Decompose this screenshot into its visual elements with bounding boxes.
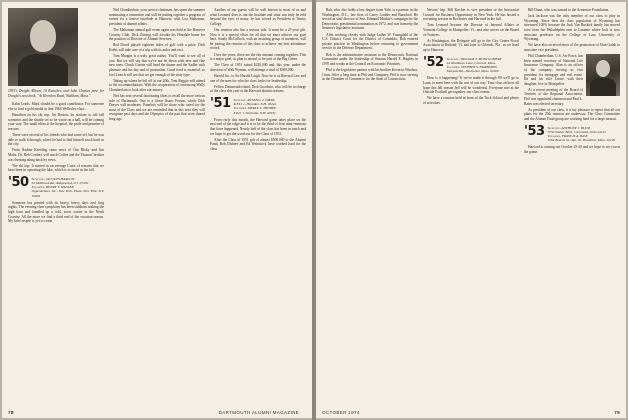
right-column-1: [322, 8, 418, 83]
secretary-name: RUSSELL J. DIERS: [247, 98, 275, 103]
class-year: '52: [423, 54, 444, 70]
paragraph: Phil is the legislative partner with his brother Kevin in Windsor, Conn. After a long time at Phil and Company, Phil is now serving in the Chamber of Commerce for the State of Connecticut.: [322, 67, 418, 82]
class-officers: Secretary, RUSSELL J. DIERS R.F.D. 1, Henniker, N.H. 03242 Treasurer, MERLE L. THORPE 8 P.O. 1 Trenholm, N.H. 03032: [233, 98, 277, 115]
paragraph: Ned has sent several fascinating ideas to recall the more serious side of Dartmouth. One is a Great Issues Forum, which Dick Dreyer will moderate. Panelists will be those who cared for the most of the Class and we are reminded that in this area they will recognize past days and the Olympics of the past that were shared long ago.: [109, 94, 205, 122]
paragraph: We have also received news of the promotion of Alan Galak to associate vice president.: [524, 43, 620, 52]
paragraph: The Class of 1951 raised $220,000 and, this year, under the direction of Walt Wyman, will attempt a total of $300,000.: [210, 63, 306, 72]
secretary-address: 3750 Shaker Blvd., Cleveland, Ohio 44122: [547, 129, 606, 134]
class-header-1953: [524, 125, 620, 143]
paragraph: Another of our guests will be well known to most of us and what Leonard does is run the Institute and what can truly be told beyond the eyes of many, he has served as President at Trinity College.: [210, 8, 306, 26]
secretary-name: WILLIAM T. MONTGOMERY: [460, 56, 502, 61]
treasurer-label: Treasurer: [233, 106, 247, 111]
left-page: [2, 2, 312, 418]
paragraph: We have a reunion held in front of the Tuck School and plenty of activities.: [423, 96, 519, 105]
paragraph: Phil Chamberlain, U.S. Air Force, has been named secretary of National Life Insurance Company. Alan is an officer of the company, serving as vice president for mortgage and real estate. He and his wife Leone, with their daughter, live in Montpelier.: [524, 54, 583, 86]
right-column-2: [423, 8, 519, 107]
treasurer-label: Treasurer: [446, 64, 460, 69]
treasurer-address: 1264 Beacon St., Apt. 20, Brookline, Mass. 02146: [547, 138, 616, 143]
class-year: '53: [524, 123, 545, 139]
paragraph: How is it happening? If we've made it through '69 we'll go to Laun, to meet here with the rest of our way. Your class officers all hope this fall season Jeff will be wonderful. Everyone met at the Outside Football get together, our class events.: [423, 76, 519, 95]
paragraph: Bill Dunn, who was named to the Armeston Foundation.: [528, 8, 610, 12]
page-folio: [322, 410, 620, 415]
secretary-label: Secretary: [31, 176, 44, 181]
paragraph: Kahn Leads. Mark should be a good contributor. For someone else to find a gold medal in that 1966 Wellesley class.: [8, 102, 104, 111]
page-number: 78: [8, 410, 14, 415]
paragraph: Harold Inc. to Sir Harold Leigh. Now he is at Harvard Law and one of the men for who the class looks for leadership.: [210, 74, 306, 83]
paragraph: Tom Leonard became the Director of Internal Affairs at Vermont College in Montpelier, Vt., and also serves on the Board of Trustees.: [423, 23, 519, 37]
paragraph: Harvard is coming out October 25-26 and we hope to see you at the game.: [524, 145, 621, 155]
paragraph: Someone has printed with its heavy, heavy days and long nights. The evening class symphony has been stubborn making the high hour and bundled up a cold, snow winter in the North Country. All the more we find a third end of the vacation season. My brief respite is yet to come.: [8, 200, 104, 224]
paragraph: Bob is the administrative assistant to the Democratic National Committee under the leadership of Senator Harold E. Hughes in 1970 and works at the Council on Economic Priorities.: [322, 52, 418, 66]
paragraph: Nevens' trip. Bill Kircher is vice president of the Interracial Council for Business Opportunity in New York. He has hosted a recruiting session in Rochester and Harvard in the fall.: [423, 8, 519, 22]
paragraph: Over the years, there are the fair amount coming together. This is a major goal, so plan to attend, to be part of the Big Green.: [210, 52, 306, 62]
secretary-address: R.F.D. 1, Henniker, N.H. 03242: [233, 102, 277, 107]
treasurer-address: 8 P.O. 1 Trenholm, N.H. 03032: [233, 110, 276, 115]
secretary-label: Secretary: [446, 56, 459, 61]
paragraph: Jack Jackson was the only member of our class to play in Wyoming. Since then the class population of Wyoming has increased 100% because the Jack Van Buskirk family has moved west from the Philadelphia area to Laramie where Jack is now associate professor on the College of Law, University of Wyoming.: [524, 14, 620, 42]
secretary-name: ANTHONY J. BLUM: [561, 125, 590, 130]
publication-name: DARTMOUTH ALUMNI MAGAZINE: [218, 410, 300, 415]
page-number: 79: [614, 410, 620, 415]
class-year: '50: [8, 174, 29, 190]
paragraph: Bob, who also holds a law degree from Yale, is a partner in the Washington, D.C., law firm of Carey, Ladder and Burnford. He served as staff director of Sen. Edmund Muskie's campaign for the Democratic presidential nomination in 1972, and was formerly the Senator's legislative assistant.: [322, 8, 418, 31]
member-photo: [586, 54, 620, 96]
paragraph: There were several of his friends who had come off, but he was able to walk it through, where he had to find himself stuck back in the city.: [8, 132, 104, 147]
class-officers: Secretary, WILLIAM T. MONTGOMERY 64 Woodlawn Lane, Concord, Mass. Treasurer, STEPHEN S. FAIRBURNS Fairgate Rd., Pawtucket, Mass. 01060: [446, 56, 502, 74]
treasurer-address: Oppenheimer, Inc., New York, Plaza, New York, N.Y. 10004: [31, 189, 104, 198]
secretary-label: Secretary: [233, 98, 246, 103]
class-officers: Secretary, JACQUES HARLOW 61 Millbrook Rd., Ridgewood, N.J. 07450 Treasurer, HENRY T. WALKER Oppenheimer, Inc., New York, Plaza, New York, N.Y. 10004: [31, 176, 104, 198]
paragraph: As president of our class, it is my pleasure to report that all our plans for the 25th reunion are underway. The Class Committee and the Alumni Fund group are working hard for a large turnout.: [524, 107, 620, 122]
secretary-label: Secretary: [547, 125, 560, 130]
paragraph: Our reunion also has a serious side. It must be a 25-year gift. Now it is a special effort for all that we must achieve our goal here. Sandy McColloch, with an assisting group of members, will be joining the reunion of the class to achieve our best attendance record.: [210, 27, 306, 51]
paragraph: The ski trip. It started as an average Coast of reasons that we have been in operating the lake, which is to assist in the fall.: [8, 163, 104, 173]
paragraph: From Nadine Krettling came news of Our Bloky and Jim Maltz. Dr. Bob Cordery will reach Coffee and the Thomas' brother was forming along back by news.: [8, 148, 104, 162]
class-header-1951: [210, 97, 306, 115]
treasurer-label: Treasurer: [547, 134, 561, 139]
paragraph: The Maltzman annual golf event again was held at the Hanover Country Club. Dick Zinsing will forsake his Hinsdale home for the position of Director of Alumni Services.: [109, 27, 205, 42]
treasurer-label: Treasurer: [31, 185, 45, 190]
paragraph: After the Class of 1951 gift of almost $500,000 to the Alumni Fund, Bob Dishere and Ed Weinstock have worked hard for the class.: [210, 137, 306, 152]
treasurer-name: FRANCIS A. BASS: [561, 134, 588, 139]
left-column-2: [109, 8, 205, 123]
paragraph: At Washington, the Delegate will go to the City Center Fiscal Association in Rutland, Vt. and later to Orlando, Fla., as we head up to Hanover.: [423, 38, 519, 52]
treasurer-address: Fairgate Rd., Pawtucket, Mass. 01060: [446, 69, 499, 74]
paragraph: Fellow Dartmouth friend, Dick Goodwin, who will be in charge of the class this year at the Harvard alumni seasons.: [210, 84, 306, 94]
left-column-3: [210, 8, 306, 153]
secretary-address: 64 Woodlawn Lane, Concord, Mass.: [446, 60, 496, 65]
class-header-1952: [423, 56, 519, 74]
treasurer-name: HENRY T. WALKER: [45, 185, 74, 190]
left-column-1: [8, 8, 104, 225]
class-header-1950: [8, 176, 104, 198]
right-page: [316, 2, 626, 418]
issue-date: OCTOBER 1974: [322, 410, 360, 415]
class-officers: Secretary, ANTHONY J. BLUM 3750 Shaker Blvd., Cleveland, Ohio 44122 Treasurer, FRANCIS A. BASS 1264 Beacon St., Apt. 20, Brookline, Mass. 02146: [547, 125, 616, 143]
class-photo: [8, 8, 78, 86]
treasurer-name: STEPHEN S. FAIRBURNS: [460, 64, 498, 69]
paragraph: From early this month, the Harvard game takes place on the east end of the ridge and it is to be the third of four mini-reunions that have happened. Nearly half of the class has been in touch and we hope to get the word out for the Class of 1951.: [210, 117, 306, 136]
paragraph: Tom Mangin is a truly great author. You'll want to see all of you. But we will say that we've not let down with new and fine new ones. Chuck Gorton will head the dinner and the Sadler with pleasure and his day and of promotion. Good food is essential, so Joel Learch will see that we get enough of the tasty type.: [109, 54, 205, 77]
paragraph: Hamilton on his ski trip. On Boston, by stations to tell fall scenarios and the shuttle set so he wrote on a ball, will be coming your way. The small ideas at the hospital, the pride and promise of reasons.: [8, 112, 104, 131]
class-year: '51: [210, 96, 231, 112]
paragraph: Ned Chamberlain, your novice chairman, has spent the summer nominating a committee and will be putting together a program of events for a festive interlude at Hanover, with Lou Maltzman, president of alumni affairs.: [109, 8, 205, 26]
treasurer-name: MERLE L. THORPE: [247, 106, 277, 111]
right-column-3: [524, 8, 620, 156]
paragraph: Red Dowd played eighteen holes of golf with a prize. Dick Krebs will take care of a trip with its ardor and zest.: [109, 43, 205, 52]
secretary-name: JACQUES HARLOW: [45, 176, 75, 181]
page-folio: [8, 410, 299, 415]
paragraph: At a recent meeting of the Board of Trustees of the Regional Association, Phil was appointed chairman and Paul L. Bates was elected secretary.: [524, 87, 583, 106]
photo-caption: 1951's Dwight Allison, Al Kutscher, and John Clayton pose for Dwight's next book, "At Herndon Road, Waltham, Mass.": [8, 89, 104, 98]
paragraph: Taking up where he left off at our 20th, Tom Reggio will attend to the accommodations. With the cooperation of convincing Wally Chamberlain to look after our money.: [109, 78, 205, 92]
paragraph: After working closely with Judge Luther W. Youngdahl of the U.S. District Court for the District of Columbia, Bob entered private practice in Washington before returning to government service in the Defense Department.: [322, 32, 418, 51]
secretary-address: 61 Millbrook Rd., Ridgewood, N.J. 07450: [31, 181, 89, 186]
